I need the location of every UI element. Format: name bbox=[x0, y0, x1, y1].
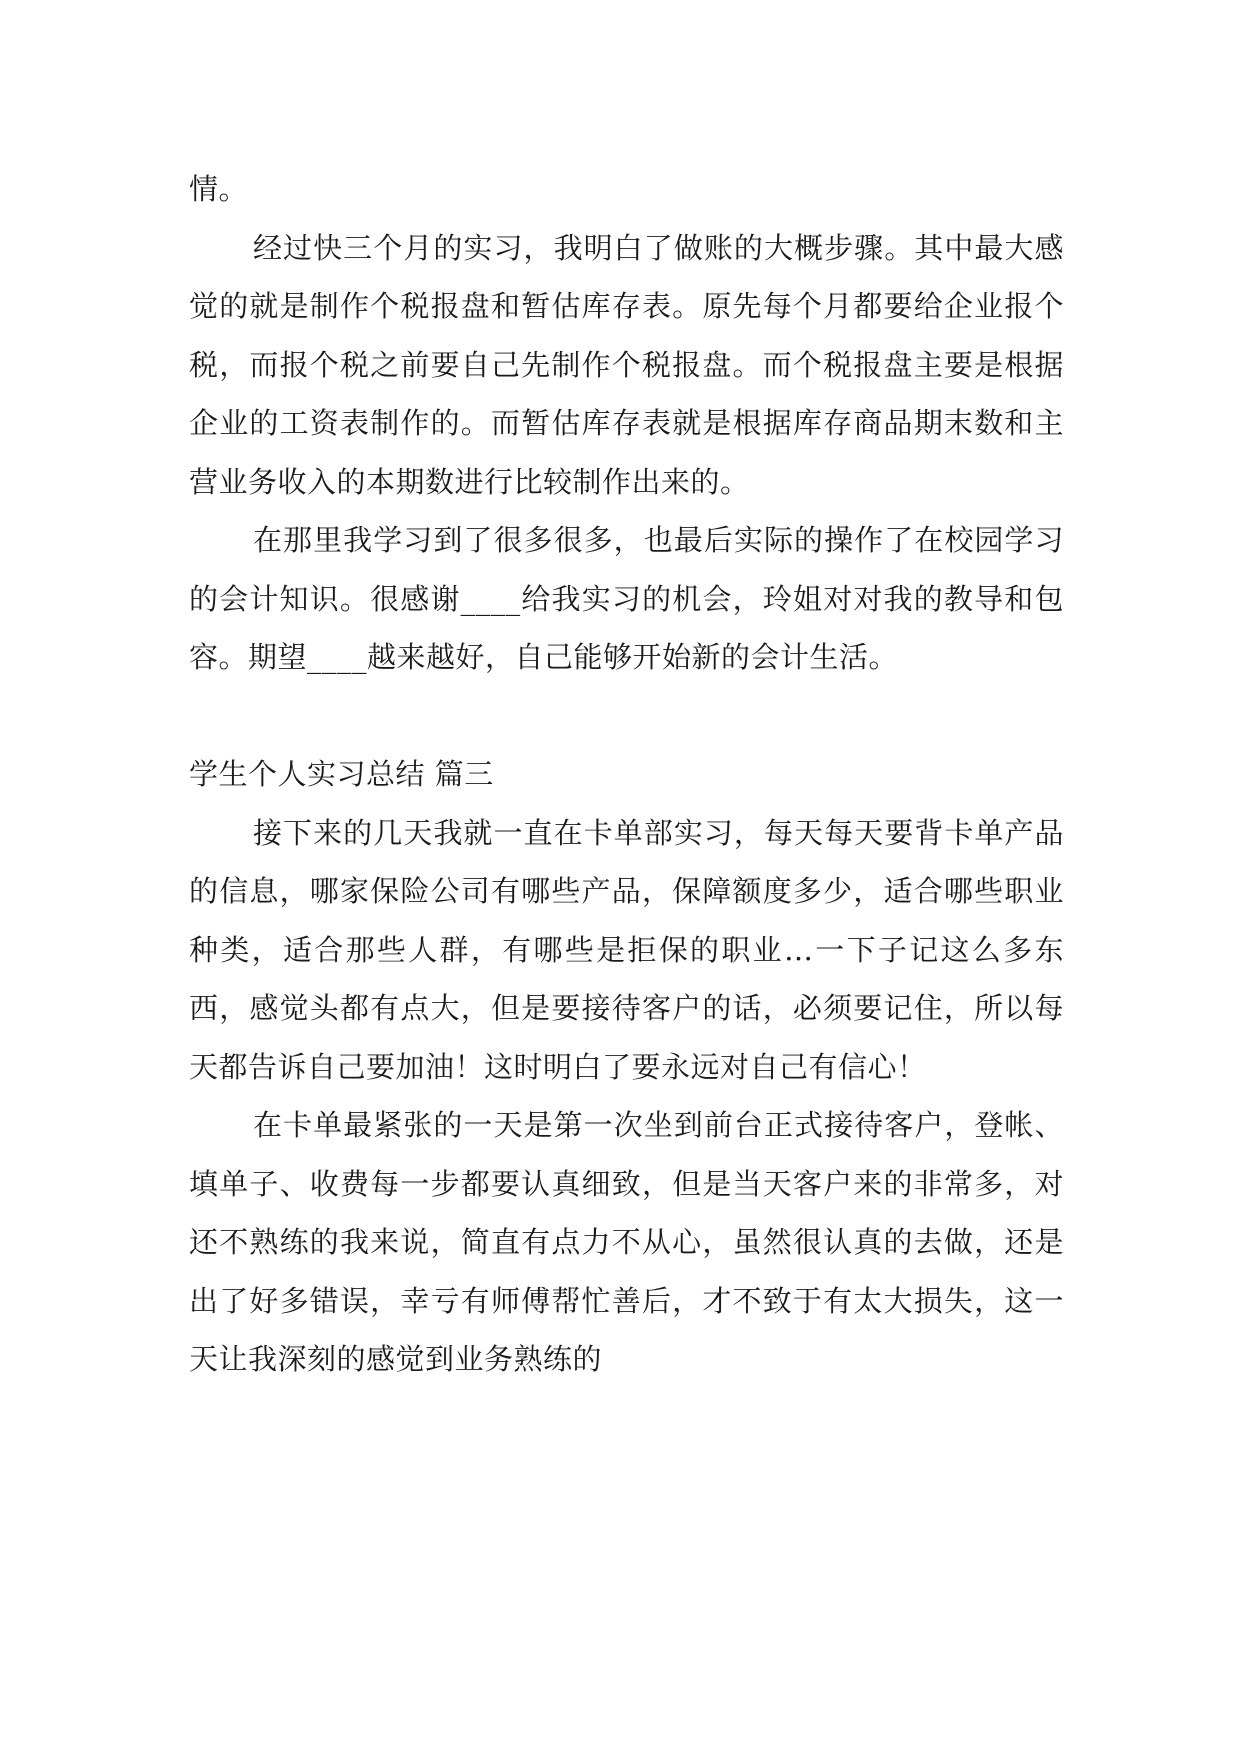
paragraph-gratitude: 在那里我学习到了很多很多，也最后实际的操作了在校园学习的会计知识。很感谢____给我实习的机会，玲姐对对我的教导和包容。期望____越来越好，自己能够开始新的会计生活。 bbox=[189, 523, 1064, 674]
section-title: 学生个人实习总结 篇三 bbox=[189, 757, 494, 791]
document-body bbox=[189, 160, 1064, 1389]
section-spacer bbox=[189, 687, 1064, 746]
paragraph-front-desk: 在卡单最紧张的一天是第一次坐到前台正式接待客户，登帐、填单子、收费每一步都要认真细致，但是当天客户来的非常多，对还不熟练的我来说，简直有点力不从心，虽然很认真的去做，还是出了好多错误，幸亏有师傅帮忙善后，才不致于有太大损失，这一天让我深刻的感觉到业务熟练的 bbox=[189, 1108, 1064, 1376]
paragraph-continuation: 情。 bbox=[189, 172, 249, 206]
paragraph-accounting-steps: 经过快三个月的实习，我明白了做账的大概步骤。其中最大感觉的就是制作个税报盘和暂估库存表。原先每个月都要给企业报个税，而报个税之前要自己先制作个税报盘。而个税报盘主要是根据企业的工资表制作的。而暂估库存表就是根据库存商品期末数和主营业务收入的本期数进行比较制作出来的。 bbox=[189, 230, 1064, 499]
paragraph-card-department: 接下来的几天我就一直在卡单部实习，每天每天要背卡单产品的信息，哪家保险公司有哪些产品，保障额度多少，适合哪些职业种类，适合那些人群，有哪些是拒保的职业…一下子记这么多东西，感觉头都有点大，但是要接待客户的话，必须要记住，所以每天都告诉自己要加油！这时明白了要永远对自己有信心！ bbox=[189, 815, 1064, 1084]
